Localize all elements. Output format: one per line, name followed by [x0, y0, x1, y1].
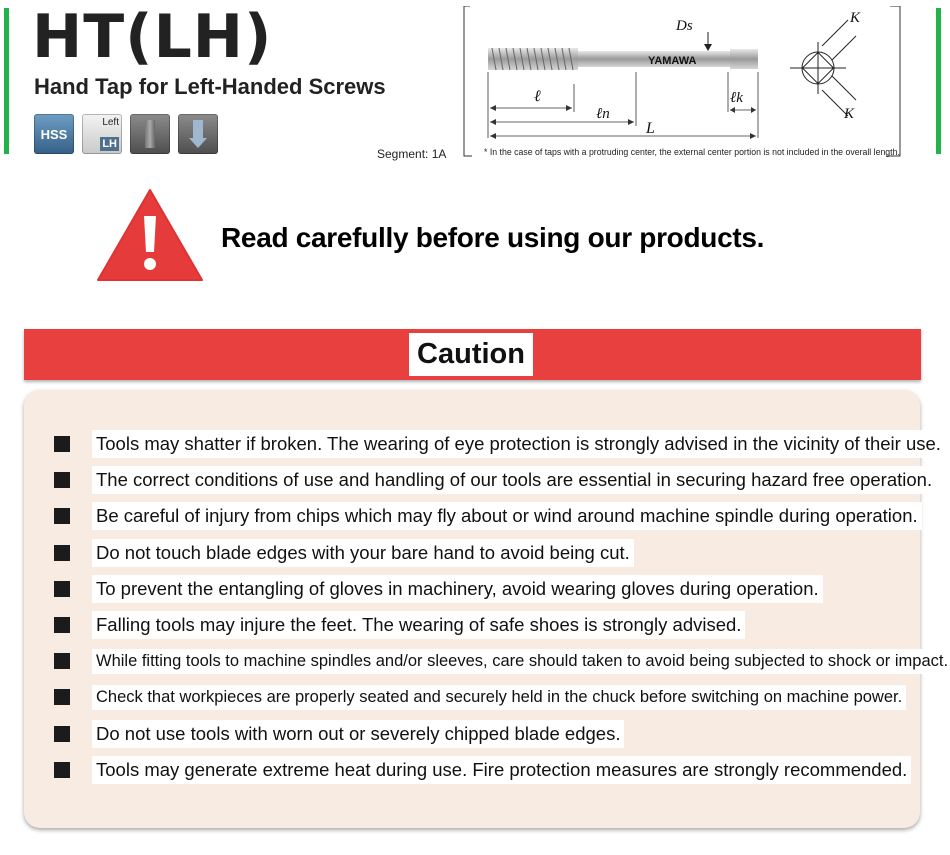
- left-icon-label: Left: [102, 117, 119, 128]
- lk-label: ℓk: [730, 90, 743, 106]
- caution-item-text: Be careful of injury from chips which may fly about or wind around machine spindle during operation.: [92, 502, 922, 530]
- l-label: ℓ: [534, 88, 541, 105]
- list-item: [54, 498, 918, 534]
- ds-label: Ds: [676, 18, 693, 34]
- diagram-footnote: * In the case of taps with a protruding center, the external center portion is not included in the overall length.: [484, 147, 900, 158]
- lh-icon-label: LH: [102, 138, 117, 150]
- right-accent-bar: [936, 8, 941, 154]
- hss-icon-label: HSS: [40, 126, 68, 142]
- bullet-square: [54, 653, 70, 669]
- caution-item-text: Falling tools may injure the feet. The wearing of safe shoes is strongly advised.: [92, 611, 745, 639]
- straight-flute-icon: [130, 114, 170, 154]
- k-label-top: K: [850, 10, 861, 26]
- bullet-square: [54, 617, 70, 633]
- through-hole-icon: [178, 114, 218, 154]
- caution-item-text: Tools may generate extreme heat during use. Fire protection measures are strongly recommended.: [92, 756, 911, 784]
- list-item: [54, 462, 933, 498]
- caution-list: [54, 426, 949, 788]
- list-item: [54, 426, 941, 462]
- list-item: [54, 679, 903, 715]
- segment-label: Segment: 1A: [377, 147, 447, 161]
- bullet-square: [54, 581, 70, 597]
- ln-label: ℓn: [596, 106, 610, 122]
- bullet-square: [54, 726, 70, 742]
- caution-item-text: Do not use tools with worn out or severely chipped blade edges.: [92, 720, 624, 748]
- feature-icons: [34, 114, 218, 154]
- caution-item-text: Tools may shatter if broken. The wearing of eye protection is strongly advised in the vicinity of their use.: [92, 430, 945, 458]
- list-item: [54, 752, 908, 788]
- caution-item-text: The correct conditions of use and handling of our tools are essential in securing hazard free operation.: [92, 466, 936, 494]
- product-subtitle: Hand Tap for Left-Handed Screws: [34, 74, 386, 99]
- bullet-square: [54, 762, 70, 778]
- caution-item-text: While fitting tools to machine spindles and/or sleeves, care should taken to avoid being subjected to shock or impact.: [92, 649, 950, 674]
- caution-title: Caution: [409, 333, 533, 376]
- hss-material-icon: [34, 114, 74, 154]
- caution-item-text: Do not touch blade edges with your bare hand to avoid being cut.: [92, 539, 634, 567]
- bullet-square: [54, 436, 70, 452]
- k-label-bottom: K: [844, 106, 855, 122]
- caution-item-text: To prevent the entangling of gloves in machinery, avoid wearing gloves during operation.: [92, 575, 823, 603]
- list-item: [54, 535, 894, 571]
- list-item: [54, 607, 894, 643]
- list-item: [54, 571, 894, 607]
- diagram-brand: YAMAWA: [648, 55, 697, 67]
- left-accent-bar: [4, 8, 9, 154]
- warning-triangle-icon: [94, 186, 206, 284]
- bullet-square: [54, 545, 70, 561]
- bullet-square: [54, 472, 70, 488]
- warning-headline: Read carefully before using our products.: [221, 222, 765, 253]
- list-item: [54, 643, 949, 679]
- list-item: [54, 716, 894, 752]
- bullet-square: [54, 508, 70, 524]
- bullet-square: [54, 689, 70, 705]
- product-title: HT(LH): [32, 2, 273, 72]
- tap-dimension-diagram: [460, 6, 905, 164]
- left-hand-thread-icon: [82, 114, 122, 154]
- overall-length-label: L: [646, 120, 655, 137]
- caution-item-text: Check that workpieces are properly seated and securely held in the chuck before switching on machine power.: [92, 685, 906, 710]
